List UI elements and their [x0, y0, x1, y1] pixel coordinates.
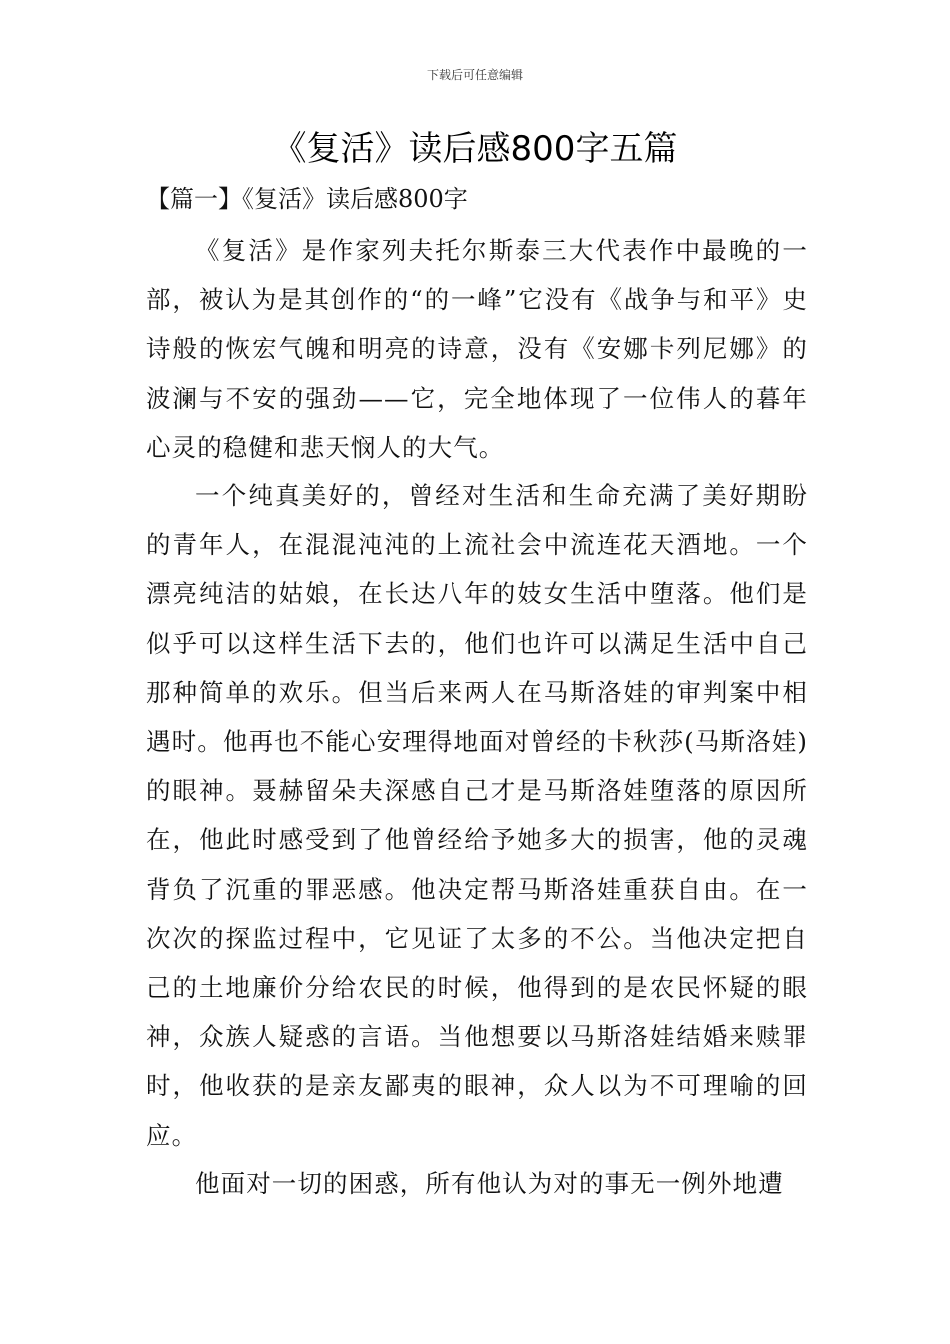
- paragraph: 他面对一切的困惑，所有他认为对的事无一例外地遭: [195, 1168, 784, 1198]
- section-heading: 【篇一】《复活》读后感800字: [146, 185, 468, 213]
- header-note: 下载后可任意编辑: [426, 68, 523, 82]
- document-body: [146, 226, 808, 1207]
- document-title: 《复活》读后感800字五篇: [272, 129, 678, 169]
- paragraph: 《复活》是作家列夫托尔斯泰三大代表作中最晚的一部，被认为是其创作的“的一峰”它没有《战争与和平》史诗般的恢宏气魄和明亮的诗意，没有《安娜卡列尼娜》的波澜与不安的强劲——它，完全地体现了一位伟人的暮年心灵的稳健和悲天悯人的大气。: [146, 236, 808, 462]
- paragraph: 一个纯真美好的，曾经对生活和生命充满了美好期盼的青年人，在混混沌沌的上流社会中流连花天酒地。一个漂亮纯洁的姑娘，在长达八年的妓女生活中堕落。他们是似乎可以这样生活下去的，他们也许可以满足生活中自己那种简单的欢乐。但当后来两人在马斯洛娃的审判案中相遇时。他再也不能心安理得地面对曾经的卡秋莎(马斯洛娃)的眼神。聂赫留朵夫深感自己才是马斯洛娃堕落的原因所在，他此时感受到了他曾经给予她多大的损害，他的灵魂背负了沉重的罪恶感。他决定帮马斯洛娃重获自由。在一次次的探监过程中，它见证了太多的不公。当他决定把自己的土地廉价分给农民的时候，他得到的是农民怀疑的眼神，众族人疑惑的言语。当他想要以马斯洛娃结婚来赎罪时，他收获的是亲友鄙夷的眼神，众人以为不可理喻的回应。: [146, 481, 808, 1150]
